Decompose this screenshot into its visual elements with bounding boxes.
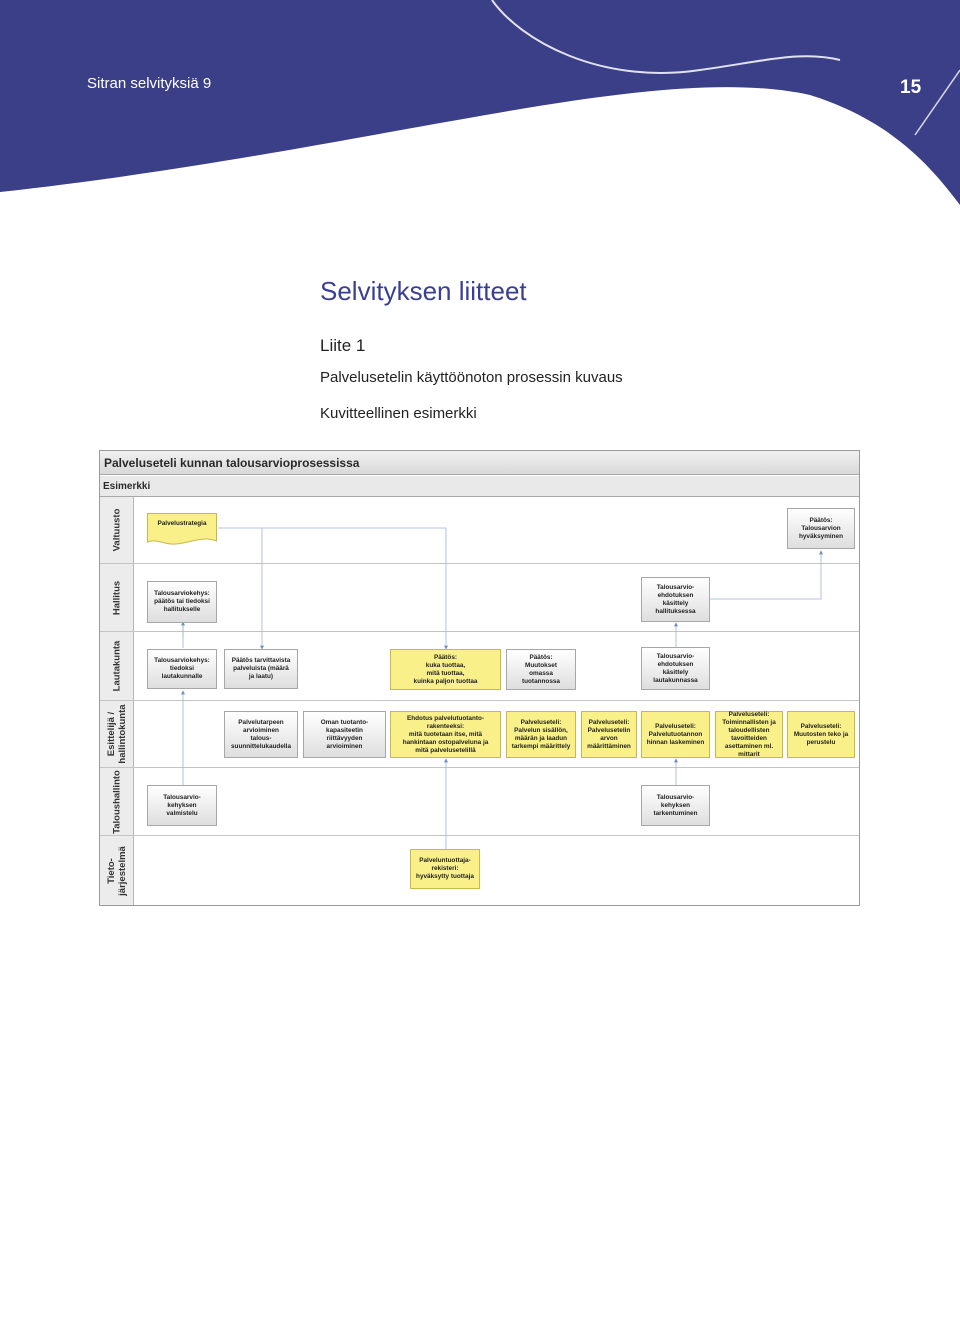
node-ps-hinnan: Palveluseteli: Palvelutuotannon hinnan laskeminen — [641, 711, 710, 758]
node-kehyksen-valmistelu: Talousarvio- kehyksen valmistelu — [147, 785, 217, 826]
node-ps-muutosten: Palveluseteli: Muutosten teko ja perustelu — [787, 711, 855, 758]
lane-label: Esittelijä / hallintokunta — [105, 704, 128, 764]
appendix-subcaption: Kuvitteellinen esimerkki — [320, 405, 477, 422]
diagram-title: Palveluseteli kunnan talousarvioprosessissa — [100, 451, 859, 475]
node-palvelutarpeen: Palvelutarpeen arvioiminen talous- suunnittelukaudella — [224, 711, 298, 758]
process-diagram — [99, 450, 860, 906]
node-palvelustrategia — [147, 513, 217, 547]
appendix-label: Liite 1 — [320, 336, 366, 355]
lane-label: Tieto- järjestelmä — [105, 845, 128, 896]
node-paatos-kuka: Päätös: kuka tuottaa, mitä tuottaa, kuinka paljon tuottaa — [390, 649, 501, 690]
node-kehyksen-tarkentuminen: Talousarvio- kehyksen tarkentuminen — [641, 785, 710, 826]
node-ehdotus-rakenteeksi: Ehdotus palvelutuotanto- rakenteeksi: mitä tuotetaan itse, mitä hankintaan ostopalveluna ja mitä palvelusetelillä — [390, 711, 501, 758]
node-label: Palvelustrategia — [157, 520, 207, 527]
lane-label: Hallitus — [111, 580, 122, 615]
node-ps-sisalto: Palveluseteli: Palvelun sisällön, määrän ja laadun tarkempi määrittely — [506, 711, 576, 758]
node-kehys-hallitukselle: Talousarviokehys: päätös tai tiedoksi hallitukselle — [147, 581, 217, 623]
node-oman-tuotanto: Oman tuotanto- kapasiteetin riittävyyden arvioiminen — [303, 711, 386, 758]
section-title: Selvityksen liitteet — [320, 276, 527, 306]
node-kehys-lautakunnalle: Talousarviokehys: tiedoksi lautakunnalle — [147, 649, 217, 689]
lane-label: Lautakunta — [111, 640, 122, 692]
header-band — [0, 0, 960, 210]
node-ps-tavoitteet: Palveluseteli: Toiminnallisten ja taloudellisten tavoitteiden asettaminen ml. mittarit — [715, 711, 783, 758]
node-paatos-muutokset: Päätös: Muutokset omassa tuotannossa — [506, 649, 576, 690]
appendix-caption: Palvelusetelin käyttöönoton prosessin kuvaus — [320, 369, 623, 386]
series-title: Sitran selvityksiä 9 — [87, 75, 212, 92]
diagram-subtitle: Esimerkki — [100, 476, 859, 497]
node-ehdotuksen-hallituksessa: Talousarvio- ehdotuksen käsittely hallituksessa — [641, 577, 710, 622]
lane-label: Valtuusto — [111, 508, 122, 552]
node-ehdotuksen-lautakunnassa: Talousarvio- ehdotuksen käsittely lautakunnassa — [641, 647, 710, 690]
node-paatos-talousarvion: Päätös: Talousarvion hyväksyminen — [787, 508, 855, 549]
node-ps-arvon: Palveluseteli: Palvelusetelin arvon määrittäminen — [581, 711, 637, 758]
node-rekisteri: Palveluntuottaja- rekisteri: hyväksytty tuottaja — [410, 849, 480, 889]
node-paatos-palveluista: Päätös tarvittavista palveluista (määrä ja laatu) — [224, 649, 298, 689]
page-number: 15 — [900, 77, 922, 98]
lane-label: Taloushallinto — [111, 769, 122, 834]
